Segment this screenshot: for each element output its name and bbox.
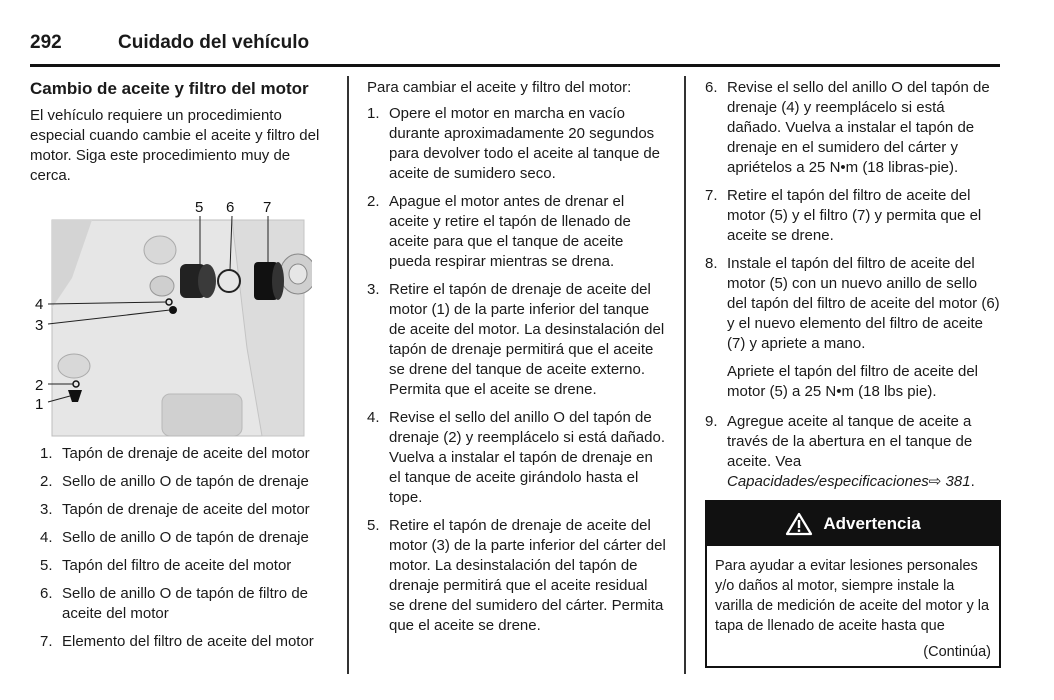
- column-divider: [347, 76, 349, 674]
- warning-title: Advertencia: [823, 514, 921, 533]
- callout-1: 1: [35, 396, 44, 413]
- figure-legend: [30, 444, 330, 652]
- warning-text: Para ayudar a evitar lesiones personales y/o daños al motor, siempre instale la varilla de medición de aceite del motor y la tapa de llenado de aceite hasta que: [715, 558, 990, 634]
- callout-6: 6: [226, 199, 235, 216]
- callout-3: 3: [35, 317, 44, 334]
- callout-4: 4: [35, 296, 44, 313]
- engine-illustration: [32, 198, 312, 438]
- step-item: 5. Retire el tapón de drenaje de aceite del motor (3) de la parte inferior del cárter del motor. La desinstalación del tapón de drenaje permitirá que el aceite residual se drene del sumidero del cárter. Permita que el aceite se drene.: [367, 517, 666, 634]
- procedure-steps-continued: [705, 78, 1001, 354]
- legend-item: 3. Tapón de drenaje de aceite del motor: [40, 501, 310, 518]
- step-item: 8. Instale el tapón del filtro de aceite del motor (5) con un nuevo anillo de sello del tapón del filtro de aceite del motor (6) y el nuevo elemento del filtro de aceite (7) y apriete a mano.: [705, 255, 1000, 352]
- page-number: 292: [30, 32, 62, 53]
- warning-triangle-icon: [785, 512, 813, 536]
- column-2: [367, 78, 667, 644]
- procedure-step-9: [705, 412, 1001, 492]
- callout-7: 7: [263, 199, 272, 216]
- legend-item: 7. Elemento del filtro de aceite del motor: [40, 633, 314, 650]
- step-item: 3. Retire el tapón de drenaje de aceite del motor (1) de la parte inferior del tanque de aceite del motor. La desinstalación del tapón de drenaje permitirá que el aceite se drene del tanque de aceite externo. Permita que el aceite se drene.: [367, 281, 665, 398]
- legend-item: 4. Sello de anillo O de tapón de drenaje: [40, 529, 309, 546]
- step-item: 4. Revise el sello del anillo O del tapón de drenaje (2) y reemplácelo si está dañado. Vuelva a instalar el tapón de drenaje en el tanque de aceite girándolo hasta el tope.: [367, 409, 665, 506]
- callout-2: 2: [35, 377, 44, 394]
- step-item: 6. Revise el sello del anillo O del tapón de drenaje (4) y reemplácelo si está dañado. Vuelva a instalar el tapón de drenaje en el sumidero del cárter y apriételos a 25 N•m (18 libras-pie).: [705, 79, 990, 176]
- step-item: 2. Apague el motor antes de drenar el aceite y retire el tapón de llenado de aceite para que el tanque de aceite pueda respirar mientras se drena.: [367, 193, 631, 270]
- warning-header: [707, 502, 999, 546]
- continued-label: (Continúa): [923, 644, 991, 660]
- callout-5: 5: [195, 199, 204, 216]
- legend-item: 2. Sello de anillo O de tapón de drenaje: [40, 473, 309, 490]
- page-header: [30, 30, 1000, 67]
- engine-oil-figure: [32, 198, 312, 438]
- intro-paragraph: El vehículo requiere un procedimiento especial cuando cambie el aceite y filtro del motor. Siga este procedimiento muy de cerca.: [30, 107, 320, 184]
- capacities-reference-link[interactable]: Capacidades/especificaciones: [727, 473, 929, 490]
- section-heading: Cambio de aceite y filtro del motor: [30, 79, 309, 98]
- legend-item: 6. Sello de anillo O de tapón de filtro de aceite del motor: [40, 585, 308, 622]
- step-item: 7. Retire el tapón del filtro de aceite del motor (5) y el filtro (7) y permita que el aceite se drene.: [705, 187, 982, 244]
- column-divider: [684, 76, 686, 674]
- step-8-torque-note: Apriete el tapón del filtro de aceite del motor (5) a 25 N•m (18 lbs pie).: [727, 363, 978, 400]
- page-reference[interactable]: 381: [945, 473, 971, 490]
- legend-item: 1. Tapón de drenaje de aceite del motor: [40, 445, 310, 462]
- warning-box: [705, 500, 1001, 668]
- procedure-intro: Para cambiar el aceite y filtro del motor:: [367, 79, 632, 96]
- warning-body: [707, 546, 999, 666]
- column-3: [705, 78, 1001, 668]
- procedure-steps: [367, 104, 667, 636]
- legend-item: 5. Tapón del filtro de aceite del motor: [40, 557, 292, 574]
- page-ref-arrow-icon: ⇨: [928, 473, 942, 490]
- step-item: 1. Opere el motor en marcha en vacío durante aproximadamente 20 segundos para devolver todo el aceite al tanque de aceite de sumidero seco.: [367, 105, 661, 182]
- column-1: [30, 78, 330, 660]
- page-title: Cuidado del vehículo: [118, 32, 310, 53]
- step-item: 9. Agregue aceite al tanque de aceite a través de la abertura en el tanque de aceite. Vea Capacidades/especificaciones⇨ 381.: [705, 413, 975, 490]
